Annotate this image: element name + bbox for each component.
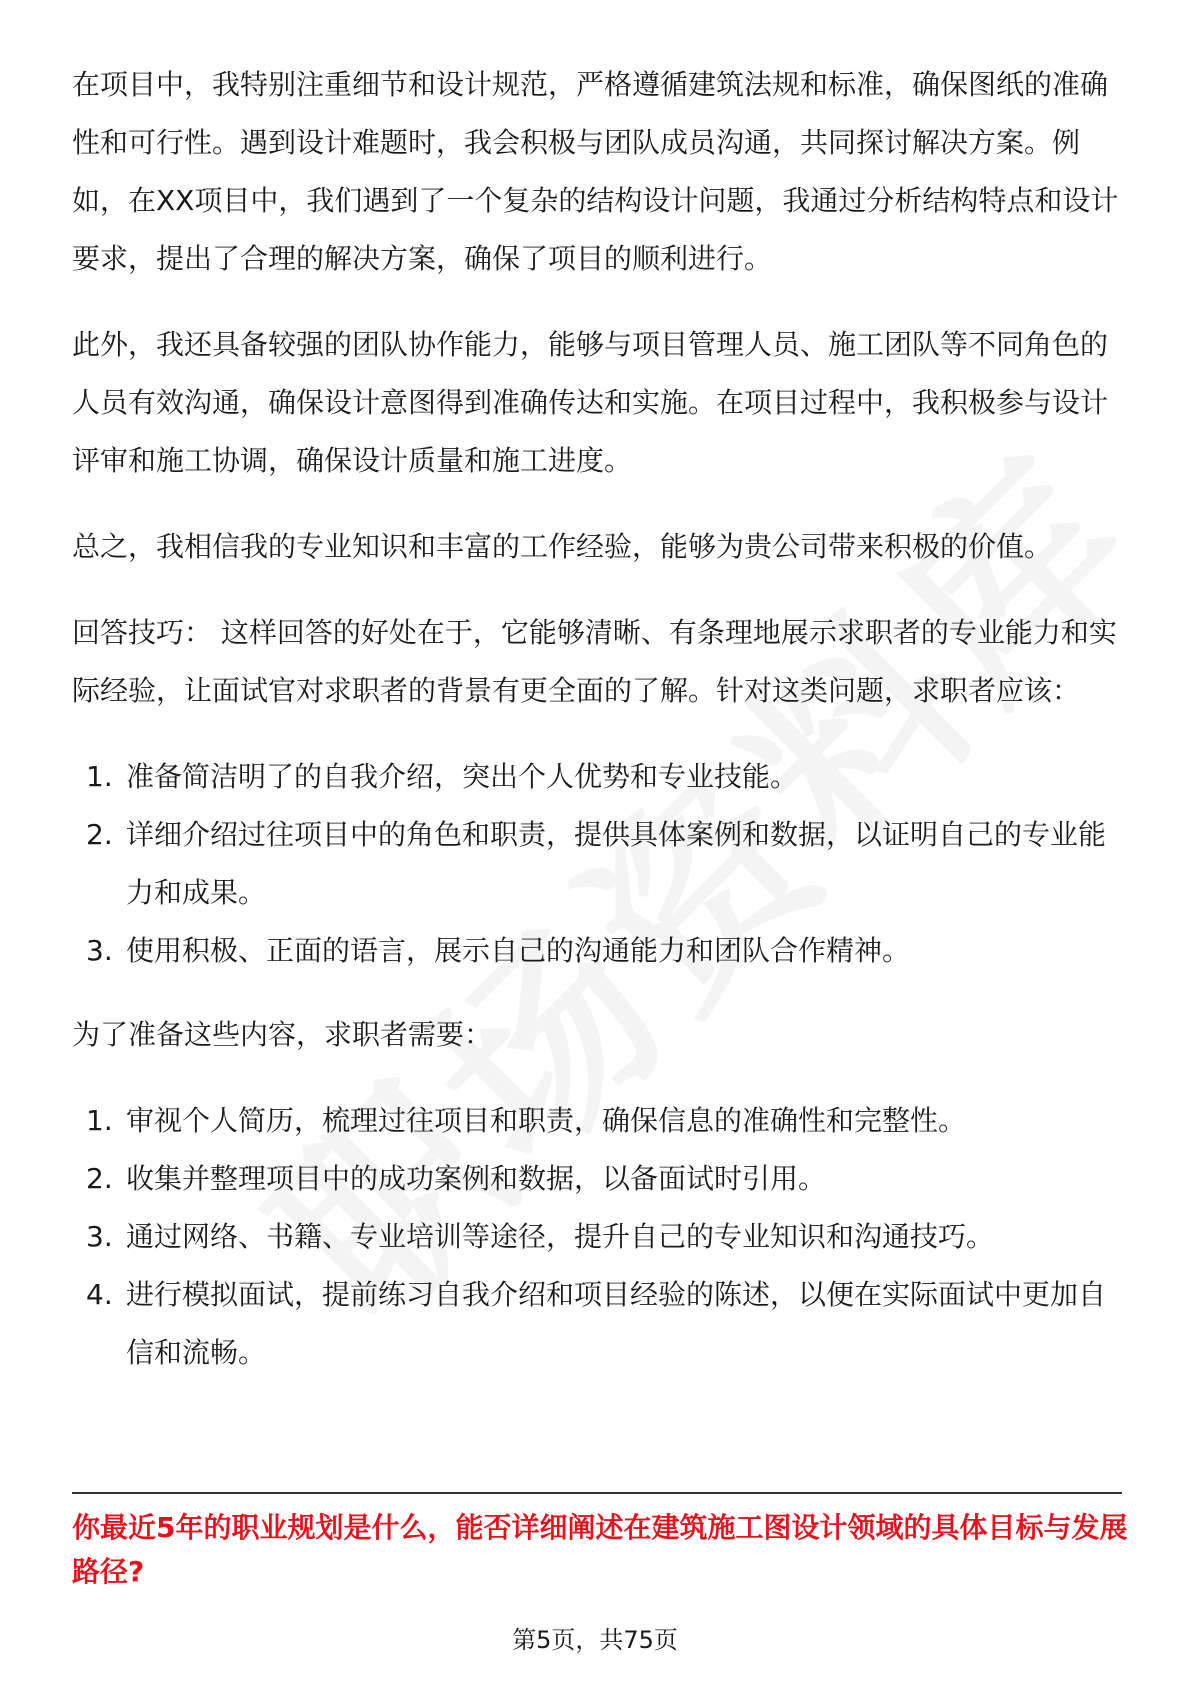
preparation-list [72,1092,1122,1382]
list-item: 1. 审视个人简历，梳理过往项目和职责，确保信息的准确性和完整性。 [86,1104,967,1137]
list-item: 2. 详细介绍过往项目中的角色和职责，提供具体案例和数据，以证明自己的专业能力和成果。 [86,818,1107,909]
list-item: 1. 准备简洁明了的自我介绍，突出个人优势和专业技能。 [86,760,799,793]
list-item: 3. 使用积极、正面的语言，展示自己的沟通能力和团队合作精神。 [86,934,911,967]
tips-list [72,748,1122,980]
list-item: 2. 收集并整理项目中的成功案例和数据，以备面试时引用。 [86,1162,827,1195]
page-number: 第5页，共75页 [512,1626,678,1654]
section-divider [72,1492,1122,1494]
paragraph-project-details: 在项目中，我特别注重细节和设计规范，严格遵循建筑法规和标准，确保图纸的准确性和可行性。遇到设计难题时，我会积极与团队成员沟通，共同探讨解决方案。例如，在XX项目中，我们遇到了一个复杂的结构设计问题，我通过分析结构特点和设计要求，提出了合理的解决方案，确保了项目的顺利进行。 [72,68,1119,275]
paragraph-preparation: 为了准备这些内容，求职者需要： [72,1018,493,1051]
next-question-heading: 你最近5年的职业规划是什么，能否详细阐述在建筑施工图设计领域的具体目标与发展路径? [72,1511,1128,1588]
document-body [72,56,1122,1408]
paragraph-answer-tips: 回答技巧： 这样回答的好处在于，它能够清晰、有条理地展示求职者的专业能力和实际经验，让面试官对求职者的背景有更全面的了解。针对这类问题，求职者应该： [72,616,1117,707]
paragraph-summary: 总之，我相信我的专业知识和丰富的工作经验，能够为贵公司带来积极的价值。 [72,530,1053,563]
list-item: 3. 通过网络、书籍、专业培训等途径，提升自己的专业知识和沟通技巧。 [86,1220,995,1253]
paragraph-teamwork: 此外，我还具备较强的团队协作能力，能够与项目管理人员、施工团队等不同角色的人员有效沟通，确保设计意图得到准确传达和实施。在项目过程中，我积极参与设计评审和施工协调，确保设计质量和施工进度。 [72,328,1109,477]
list-item: 4. 进行模拟面试，提前练习自我介绍和项目经验的陈述，以便在实际面试中更加自信和流畅。 [86,1278,1107,1369]
